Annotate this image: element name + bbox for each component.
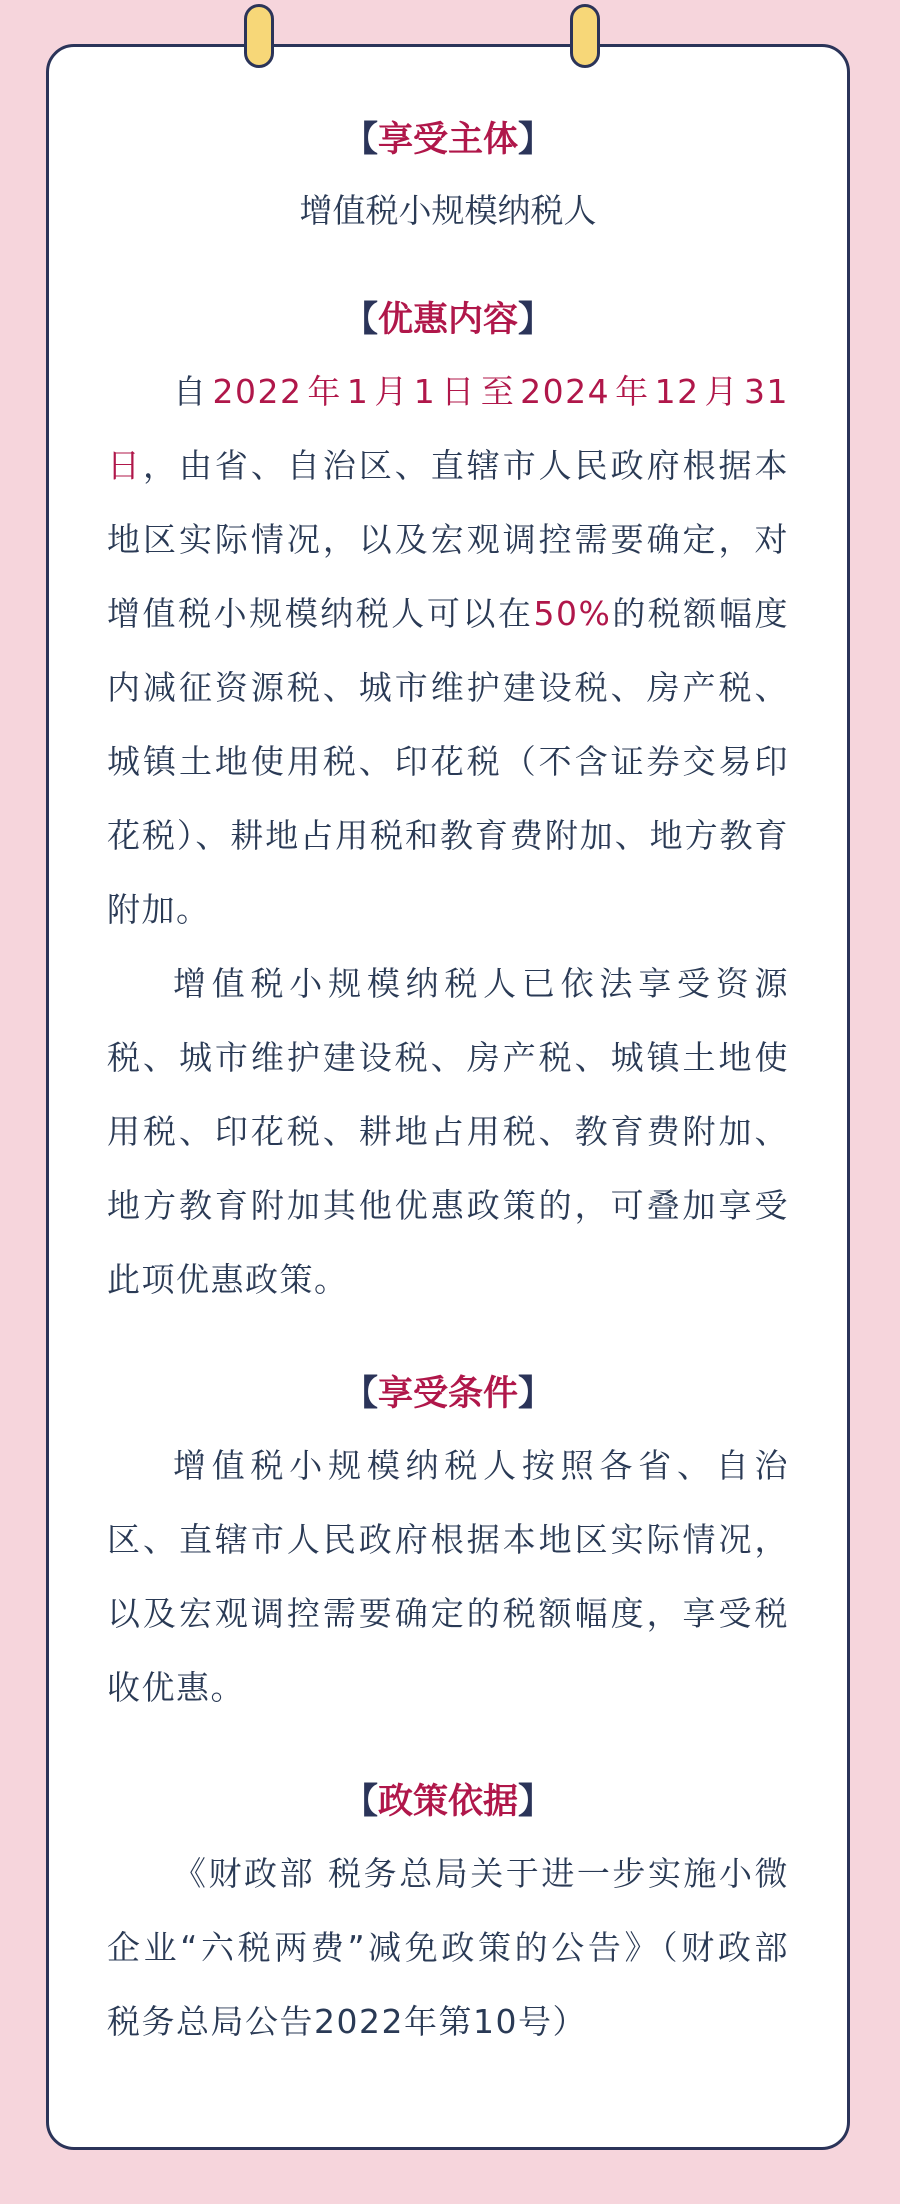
heading-text: 优惠内容 xyxy=(377,300,518,340)
para-text: 的税额幅度内减征资源税、城市维护建设税、房产税、城镇土地使用税、印花税（不含证券交易印花税）、耕地占用税和教育费附加、地方教育附加。 xyxy=(107,594,790,929)
content-paragraph-1 xyxy=(107,355,789,947)
bracket-close: 】 xyxy=(518,300,554,340)
binder-clip-right xyxy=(570,4,600,68)
content-paragraph-2: 增值税小规模纳税人已依法享受资源税、城市维护建设税、房产税、城镇土地使用税、印花税、耕地占用税、教育费附加、地方教育附加其他优惠政策的，可叠加享受此项优惠政策。 xyxy=(107,964,789,1299)
para-text: 自 xyxy=(173,372,213,411)
heading-text: 政策依据 xyxy=(377,1782,518,1822)
conditions-paragraph: 增值税小规模纳税人按照各省、自治区、直辖市人民政府根据本地区实际情况，以及宏观调控需要确定的税额幅度，享受税收优惠。 xyxy=(107,1446,789,1707)
policy-card xyxy=(46,44,850,2150)
bracket-close: 】 xyxy=(518,120,554,160)
rate-highlight: 50% xyxy=(533,594,612,633)
subject-text: 增值税小规模纳税人 xyxy=(299,191,597,230)
section-heading-conditions xyxy=(107,1367,789,1421)
binder-clip-left xyxy=(244,4,274,68)
date-range-highlight: 2022年1月1日至2024年12月31日 xyxy=(107,372,789,485)
bracket-close: 】 xyxy=(518,1374,554,1414)
section-heading-basis xyxy=(107,1775,789,1829)
section-heading-subject xyxy=(107,113,789,167)
section-heading-content xyxy=(107,293,789,347)
heading-text: 享受主体 xyxy=(377,120,518,160)
para-text: ，由省、自治区、直辖市人民政府根据本地区实际情况，以及宏观调控需要确定，对增值税小规模纳税人可以在 xyxy=(107,446,790,633)
bracket-close: 】 xyxy=(518,1782,554,1822)
bracket-open: 【 xyxy=(342,1374,378,1414)
basis-paragraph: 《财政部 税务总局关于进一步实施小微企业“六税两费”减免政策的公告》（财政部 税务总局公告2022年第10号） xyxy=(107,1854,789,2041)
bracket-open: 【 xyxy=(342,1782,378,1822)
heading-text: 享受条件 xyxy=(377,1374,518,1414)
card-content xyxy=(107,113,789,2059)
bracket-open: 【 xyxy=(342,300,378,340)
bracket-open: 【 xyxy=(342,120,378,160)
